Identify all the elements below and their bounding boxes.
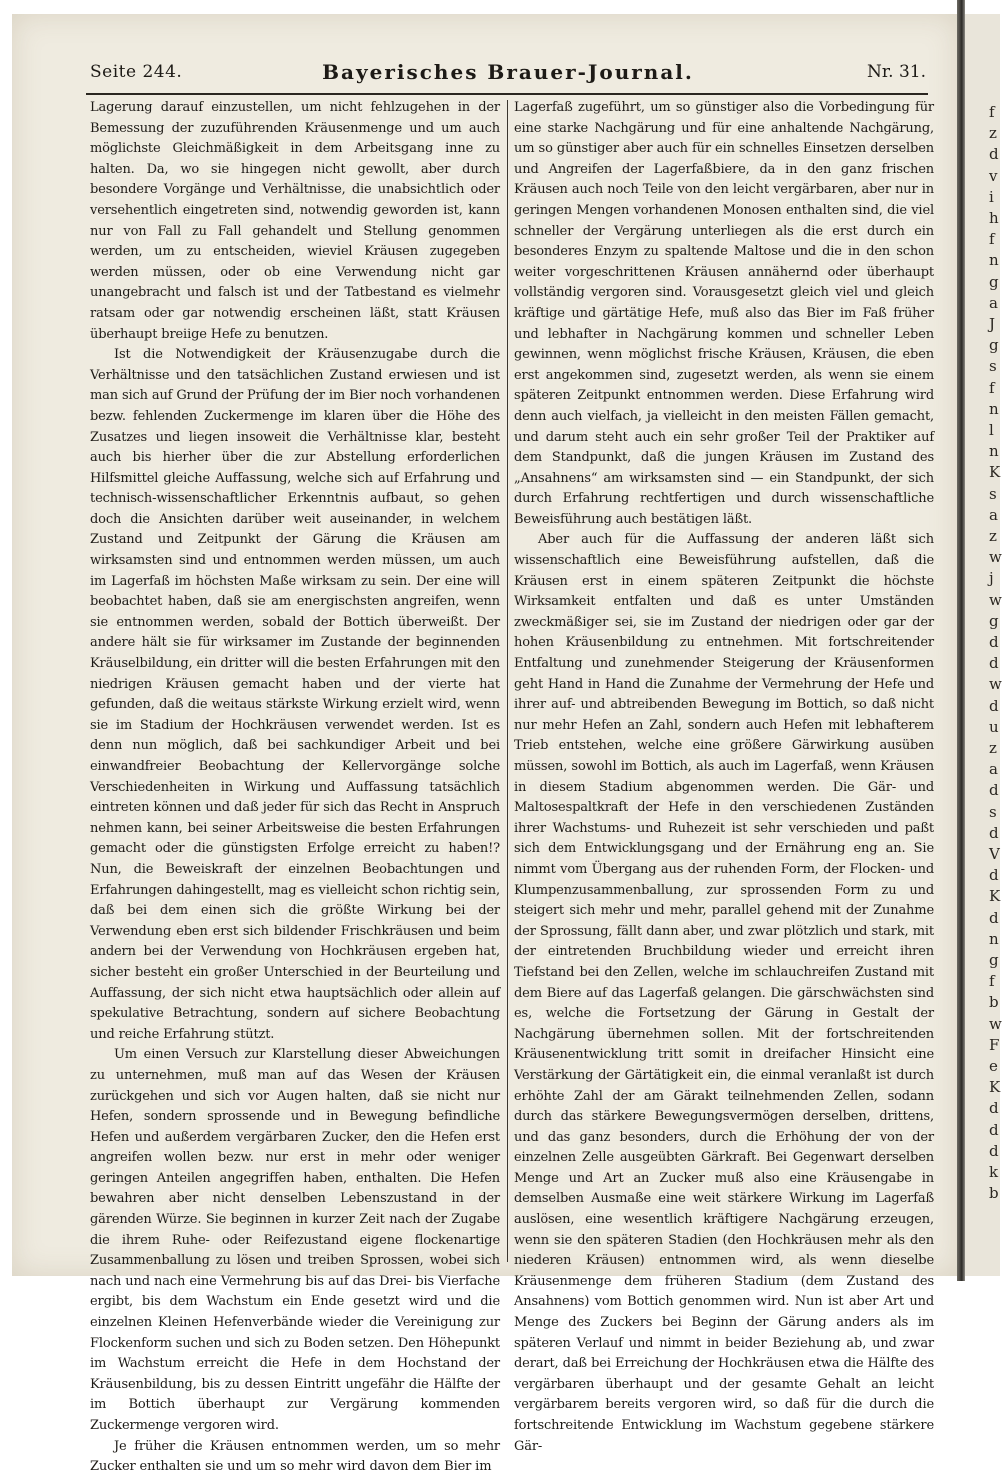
next-page-fragment: b [989, 993, 999, 1012]
next-page-fragment: l [989, 421, 994, 439]
next-page-fragment: J [989, 315, 996, 333]
right-column [514, 98, 934, 1454]
paragraph: Ist die Notwendigkeit der Kräusenzugabe durch die Verhältnisse und den tatsächlichen Zustand erwiesen und ist man sich auf Grund der Prüfung der im Bier noch vorhandenen bezw. fehlenden Zuckermenge im klaren über die Höhe des Zusatzes und liegen insoweit die Verhältnisse klar, besteht auch bis hierher über die zur Abstellung erforderlichen Hilfsmittel gleiche Auffassung, welche sich auf Erfahrung und technisch-wissenschaftlicher Erkenntnis aufbaut, so gehen doch die Ansichten darüber weit auseinander, in welchem Zustand und Zeitpunkt der Gärung die Kräusen am wirksamsten sind und entnommen werden müssen, um auch im Lagerfaß im höchsten Maße wirksam zu sein. Der eine will beobachtet haben, daß sie am energischsten angreifen, wenn sie entnommen werden, sobald der Bottich überweißt. Der andere hält sie für wirksamer im Zustande der beginnenden Kräuselbildung, ein dritter will die besten Erfahrungen mit den niedrigen Kräusen gemacht haben und der vierte hat gefunden, daß die weitaus stärkste Wirkung erzielt wird, wenn sie im Stadium der Hochkräusen verwendet werden. Ist es denn nun möglich, daß bei sachkundiger Arbeit und bei einwandfreier Beobachtung der Kellervorgänge solche Verschiedenheiten in Wirkung und Auffassung tatsächlich eintreten können und daß jeder für sich das Recht in Anspruch nehmen kann, bei seiner Arbeitsweise die besten Erfahrungen gemacht oder die günstigsten Erfolge erreicht zu haben!? Nun, die Beweiskraft der einzelnen Beobachtungen und Erfahrungen dahingestellt, mag es vielleicht schon richtig sein, daß bei dem einen sich die größte Wirkung bei der Verwendung eben erst sich bildender Frischkräusen und beim andern bei der Verwendung von Hochkräusen ergeben hat, sicher besteht ein großer Unterschied in der Beurteilung und Auffassung, der sich nicht etwa hauptsächlich oder allein auf spekulative Betrachtung, sondern auf sichere Beobachtung und reiche Erfahrung stützt. [90, 347, 500, 1042]
next-page-fragment: v [989, 166, 998, 185]
next-page-fragment: d [989, 696, 999, 715]
next-page-fragment: b [989, 1184, 999, 1203]
paragraph: Lagerung darauf einzustellen, um nicht fehlzugehen in der Bemessung der zuzuführenden Kräusenmenge und um auch möglichste Gleichmäßigkeit in dem Arbeitsgang inne zu halten. Da, wo sie hingegen nicht gewollt, aber durch besondere Vorgänge und Verhältnisse, die unabsichtlich oder versehentlich eingetreten sind, notwendig geworden ist, kann nur von Fall zu Fall gehandelt und Stellung genommen werden, um zu entscheiden, wieviel Kräusen zugegeben werden müssen, oder ob eine Verwendung nicht gar unangebracht und falsch ist und der Tatbestand es vielmehr ratsam oder gar notwendig erscheinen läßt, statt Kräusen überhaupt breiige Hefe zu benutzen. [90, 100, 500, 342]
issue-number: Nr. 31. [867, 62, 926, 82]
next-page-fragment: j [989, 569, 994, 588]
next-page-fragment: h [989, 209, 999, 227]
next-page-fragment: n [989, 929, 999, 948]
next-page-fragment: d [989, 866, 999, 885]
adjacent-page-edge [965, 14, 1000, 1276]
page-number: Seite 244. [90, 62, 183, 82]
next-page-fragment: d [989, 1141, 999, 1160]
next-page-fragment: s [989, 484, 997, 503]
next-page-fragment: z [989, 527, 997, 545]
next-page-fragment: a [989, 505, 998, 524]
book-gutter [957, 0, 965, 1281]
next-page-fragment: a [989, 760, 998, 779]
next-page-fragment: F [989, 1035, 1000, 1054]
next-page-fragment: w [989, 590, 1002, 609]
next-page-fragment: n [989, 442, 999, 461]
page-header [90, 60, 926, 92]
next-page-fragment: d [989, 781, 999, 800]
next-page-fragment: i [989, 187, 994, 206]
next-page-fragment: K [989, 887, 1001, 906]
paragraph: Aber auch für die Auffassung der anderen läßt sich wissenschaftlich eine Beweisführung aufstellen, daß die Kräusen erst in einem späteren Zeitpunkt die höchste Wirksamkeit entfalten und daß es unter Umständen zweckmäßiger sei, sie im Zustand der niedrigen oder gar der hohen Kräusenbildung zu entnehmen. Mit fortschreitender Entfaltung und zunehmender Steigerung der Kräusenformen geht Hand in Hand die Zunahme der Vermehrung der Hefe und ihrer auf- und abtreibenden Bewegung im Bottich, so daß nicht nur mehr Hefen an Zahl, sondern auch Hefen mit lebhafterem Trieb entstehen, welche eine größere Gärwirkung ausüben müssen, sowohl im Bottich, als auch im Lagerfaß, wenn Kräusen in diesem Stadium abgenommen werden. Die Gär- und Maltosespaltkraft der Hefe in den verschiedenen Zuständen ihrer Wachstums- und Ruhezeit ist sehr verschieden und paßt sich dem Entwicklungsgang und der Ernährung eng an. Sie nimmt vom Übergang aus der ruhenden Form, der Flocken- und Klumpenzusammenballung, zur sprossenden Form zu und steigert sich mehr und mehr, parallel gehend mit der Zunahme der Sprossung, fällt dann aber, und zwar plötzlich und stark, mit der eintretenden Bruchbildung wieder und erreicht ihren Tiefstand bei den Zellen, welche im schlauchreifen Zustand mit dem Biere auf das Lagerfaß gelangen. Die gärschwächsten sind es, welche die Fortsetzung der Gärung in Gestalt der Nachgärung übernehmen sollen. Mit der fortschreitenden Kräusenentwicklung tritt somit in dreifacher Hinsicht eine Verstärkung der Gärtätigkeit ein, die einmal veranlaßt ist durch erhöhte Zahl der am Gärakt teilnehmenden Zellen, sodann durch das stärkere Bewegungsvermögen derselben, drittens, und das ganz besonders, durch die Erhöhung der von der einzelnen Zelle ausgeübten Gärkraft. Bei Gegenwart derselben Menge und Art an Zucker muß also eine Kräusengabe in demselben Ausmaße eine weit stärkere Wirkung im Lagerfaß auslösen, eine wesentlich kräftigere Nachgärung erzeugen, wenn sie den späteren Stadien (den Hochkräusen mehr als den niederen Kräusen) entnommen wird, als wenn dieselbe Kräusenmenge dem früheren Stadium (dem Zustand des Ansahnens) vom Bottich genommen wird. Nun ist aber Art und Menge des Zuckers bei Beginn der Gärung anders als im späteren Verlauf und nimmt in beider Beziehung ab, und zwar derart, daß bei Erreichung der Hochkräusen etwa die Hälfte des vergärbaren überhaupt und der gesamte Gehalt an leicht vergärbarem bereits vergoren wird, so daß für die durch die fortschreitende Entwicklung im Wachstum gegebene stärkere Gär- [514, 532, 934, 1454]
next-page-fragment: d [989, 1099, 999, 1118]
next-page-fragment: w [989, 675, 1002, 694]
column-divider [507, 100, 508, 1262]
next-page-fragment: g [989, 951, 999, 969]
next-page-fragment: K [989, 1078, 1001, 1097]
next-page-fragment: g [989, 336, 999, 355]
next-page-fragment: g [989, 611, 999, 630]
next-page-fragment: z [989, 739, 997, 757]
next-page-fragment: f [989, 230, 995, 249]
next-page-fragment: w [989, 1014, 1002, 1033]
next-page-fragment: n [989, 399, 999, 418]
next-page-fragment: f [989, 103, 995, 121]
next-page-fragment: n [989, 251, 999, 270]
paragraph: Je früher die Kräusen entnommen werden, um so mehr Zucker enthalten sie und um so mehr wird davon dem Bier im [90, 1438, 500, 1475]
paragraph: Um einen Versuch zur Klarstellung dieser Abweichungen zu unternehmen, muß man auf das Wesen der Kräusen zurückgehen und sich vor Augen halten, daß sie nicht nur Hefen, sondern sprossende und in Bewegung befindliche Hefen und außerdem vergärbaren Zucker, den die Hefen erst angreifen wollen bezw. nur erst in mehr oder weniger geringen Anteilen angegriffen haben, enthalten. Die Hefen bewahren aber nicht denselben Lebenszustand in der gärenden Würze. Sie beginnen in kurzer Zeit nach der Zugabe die ihrem Ruhe- oder Reifezustand eigene flockenartige Zusammenballung zu lösen und treiben Sprossen, wobei sich nach und nach eine Vermehrung bis auf das Drei- bis Vierfache ergibt, bis dem Wachstum ein Ende gesetzt wird und die einzelnen Kleinen Hefenverbände wieder die Vereinigung zur Flockenform suchen und sich zu Boden setzen. Den Höhepunkt im Wachstum erreicht die Hefe in dem Hochstand der Kräusenbildung, bis zu dessen Eintritt ungefähr die Hälfte der im Bottich überhaupt zur Vergärung kommenden Zuckermenge vergoren wird. [90, 1047, 500, 1433]
next-page-fragment: z [989, 124, 997, 143]
next-page-fragment: d [989, 654, 999, 673]
left-column [90, 98, 500, 1475]
next-page-fragment: g [989, 272, 999, 291]
next-page-fragment: u [989, 717, 999, 736]
next-page-fragment: f [989, 378, 995, 397]
header-rule [86, 93, 928, 95]
next-page-fragment: V [989, 845, 1000, 863]
next-page-fragment: d [989, 908, 999, 927]
next-page-fragment: s [989, 802, 997, 821]
next-page-fragment: e [989, 1057, 998, 1075]
next-page-fragment: d [989, 1120, 999, 1139]
paragraph: Lagerfaß zugeführt, um so günstiger also die Vorbedingung für eine starke Nachgärung und für eine anhaltende Nachgärung, um so günstiger aber auch für ein schnelles Einsetzen derselben und Angreifen der Lagerfaßbiere, da in den ganz frischen Kräusen auch noch Teile von den leicht vergärbaren, aber nur in geringen Mengen vorhandenen Monosen enthalten sind, die viel schneller der Vergärung unterliegen als die erst durch ein besonderes Enzym zu spaltende Maltose und die in den schon weiter vorgeschrittenen Kräusen annähernd oder überhaupt vollständig vergoren sind. Vorausgesetzt gleich viel und gleich kräftige und gärtätige Hefe, muß also das Bier im Faß früher und lebhafter in Nachgärung kommen und schneller Leben gewinnen, wenn möglichst frische Kräusen, Kräusen, die eben erst angekommen sind, zugesetzt werden, als wenn sie einem späteren Zeitpunkt entnommen werden. Diese Erfahrung wird denn auch vielfach, ja vielleicht in den meisten Fällen gemacht, und darum steht auch ein sehr großer Teil der Praktiker auf dem Standpunkt, daß die jungen Kräusen im Zustand des „Ansahnens“ am wirksamsten sind — ein Standpunkt, der sich durch Erfahrung rechtfertigen und durch wissenschaftliche Beweisführung auch bestätigen läßt. [514, 100, 934, 527]
next-page-fragment: d [989, 145, 999, 164]
next-page-fragment: w [989, 548, 1002, 567]
next-page-fragment: K [989, 463, 1001, 482]
next-page-fragment: s [989, 357, 997, 376]
next-page-fragment: k [989, 1163, 999, 1181]
next-page-fragment: d [989, 823, 999, 842]
journal-title: Bayerisches Brauer-Journal. [322, 60, 694, 84]
next-page-fragment: d [989, 633, 999, 651]
next-page-fragment: f [989, 972, 995, 991]
next-page-fragment: a [989, 293, 998, 312]
